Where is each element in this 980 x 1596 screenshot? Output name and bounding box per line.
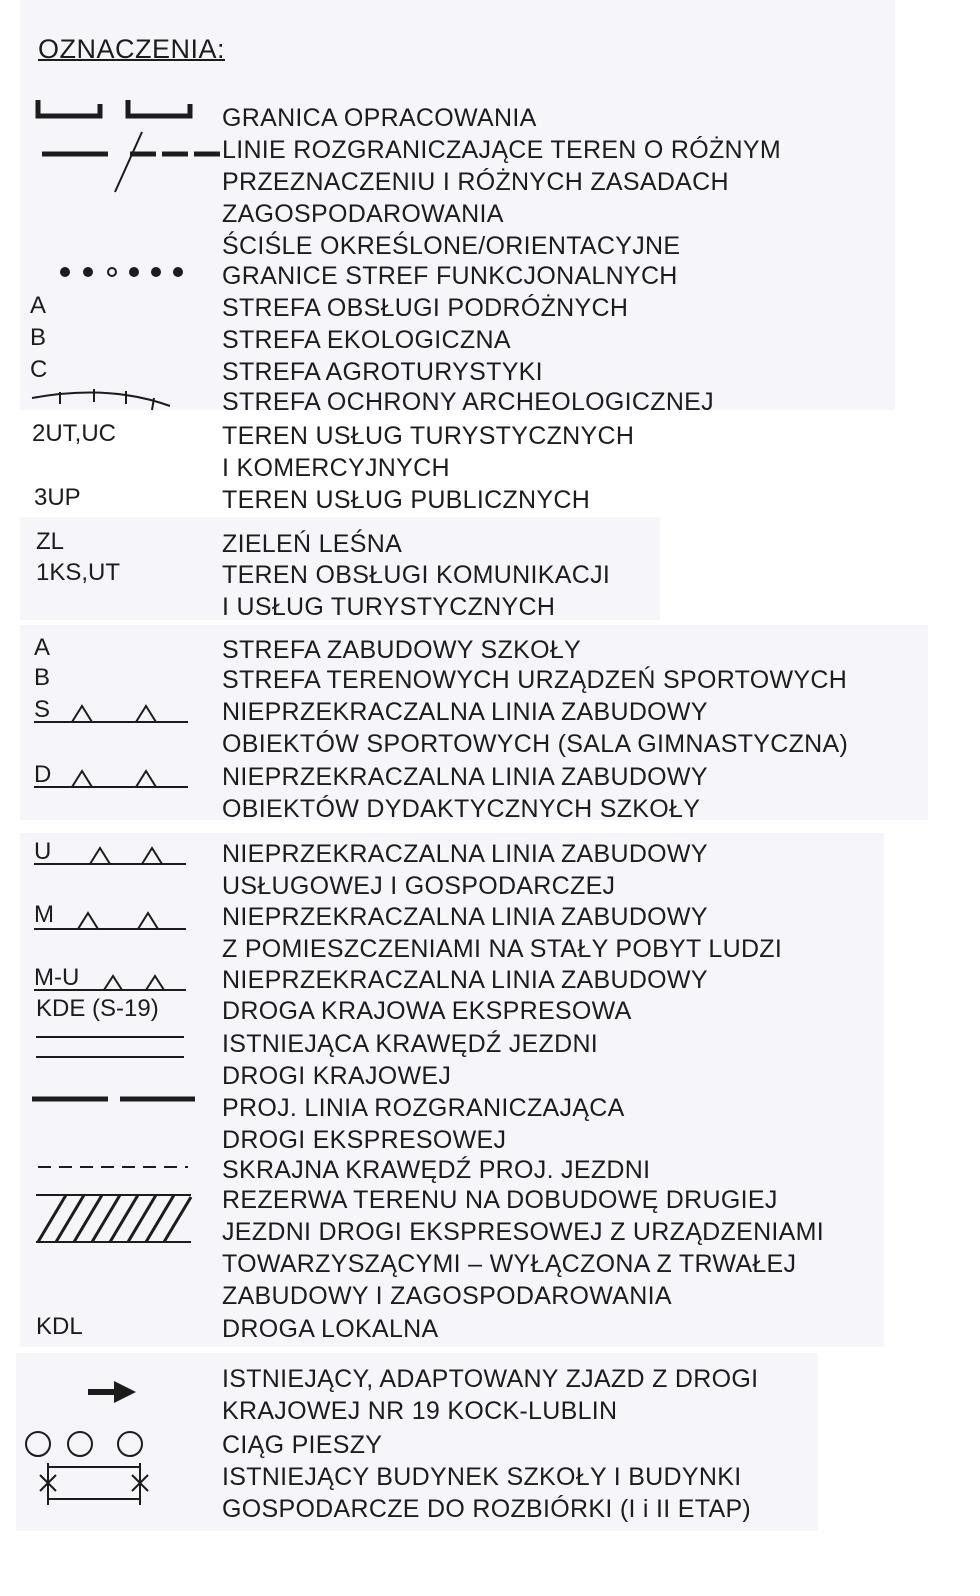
arrow-right-icon	[86, 1361, 146, 1401]
legend-code: C	[30, 356, 48, 383]
study-boundary-icon	[30, 100, 210, 132]
dividing-line-icon	[30, 132, 220, 202]
legend-text: GRANICA OPRACOWANIA	[222, 104, 537, 132]
legend-text: TEREN USŁUG PUBLICZNYCH	[222, 486, 591, 514]
legend-text: OBIEKTÓW SPORTOWYCH (SALA GIMNASTYCZNA)	[222, 730, 849, 758]
legend-text: ISTNIEJĄCY BUDYNEK SZKOŁY I BUDYNKI	[222, 1463, 742, 1491]
legend-text: ISTNIEJĄCY, ADAPTOWANY ZJAZD Z DROGI	[222, 1365, 759, 1393]
legend-text: DROGI EKSPRESOWEJ	[222, 1126, 507, 1154]
thick-dash-line-icon	[30, 1090, 200, 1122]
legend-text: ZABUDOWY I ZAGOSPODAROWANIA	[222, 1282, 672, 1310]
legend-text: I USŁUG TURYSTYCZNYCH	[222, 593, 556, 621]
legend-text: NIEPRZEKRACZALNA LINIA ZABUDOWY	[222, 763, 708, 791]
legend-text: GOSPODARCZE DO ROZBIÓRKI (I i II ETAP)	[222, 1495, 752, 1523]
legend-code: 3UP	[34, 484, 81, 511]
legend-code: M	[34, 901, 54, 928]
legend-text: NIEPRZEKRACZALNA LINIA ZABUDOWY	[222, 903, 708, 931]
legend-text: STREFA AGROTURYSTYKI	[222, 358, 543, 386]
archaeology-hatched-arc-icon	[30, 384, 210, 416]
legend-text: ŚCIŚLE OKREŚLONE/ORIENTACYJNE	[222, 232, 681, 260]
legend-text: JEZDNI DROGI EKSPRESOWEJ Z URZĄDZENIAMI	[222, 1218, 825, 1246]
legend-text: GRANICE STREF FUNKCJONALNYCH	[222, 262, 678, 290]
legend-text: Z POMIESZCZENIAMI NA STAŁY POBYT LUDZI	[222, 935, 783, 963]
legend-text: TEREN OBSŁUGI KOMUNIKACJI	[222, 561, 611, 589]
legend-code: U	[34, 838, 52, 865]
legend-text: USŁUGOWEJ I GOSPODARCZEJ	[222, 872, 616, 900]
legend-text: ZAGOSPODAROWANIA	[222, 200, 504, 228]
legend-text: CIĄG PIESZY	[222, 1431, 383, 1459]
legend-code: S	[34, 696, 51, 723]
hatched-area-icon	[36, 1182, 196, 1252]
legend-code: ZL	[36, 528, 65, 555]
legend-text: DROGA LOKALNA	[222, 1315, 439, 1343]
legend-code: A	[30, 292, 47, 319]
legend-code: D	[34, 761, 52, 788]
legend-text: NIEPRZEKRACZALNA LINIA ZABUDOWY	[222, 840, 708, 868]
legend-text: STREFA EKOLOGICZNA	[222, 326, 511, 354]
legend-code: 2UT,UC	[32, 420, 117, 447]
legend-text: PROJ. LINIA ROZGRANICZAJĄCA	[222, 1094, 625, 1122]
legend-code: B	[30, 324, 47, 351]
legend-text: LINIE ROZGRANICZAJĄCE TEREN O RÓŻNYM	[222, 136, 782, 164]
legend-text: STREFA TERENOWYCH URZĄDZEŃ SPORTOWYCH	[222, 666, 848, 694]
legend-text: STREFA OBSŁUGI PODRÓŻNYCH	[222, 294, 629, 322]
legend-code: M-U	[34, 964, 80, 991]
building-line-icon	[34, 694, 194, 728]
legend-text: KRAJOWEJ NR 19 KOCK-LUBLIN	[222, 1397, 618, 1425]
legend-code: 1KS,UT	[36, 559, 121, 586]
building-line-icon	[34, 962, 194, 996]
legend-text: STREFA OCHRONY ARCHEOLOGICZNEJ	[222, 388, 714, 416]
double-line-icon	[34, 1026, 194, 1066]
legend-text: ZIELEŃ LEŚNA	[222, 530, 403, 558]
legend-text: ISTNIEJĄCA KRAWĘDŹ JEZDNI	[222, 1030, 599, 1058]
legend-text: PRZEZNACZENIU I RÓŻNYCH ZASADACH	[222, 168, 729, 196]
building-line-icon	[34, 836, 194, 870]
legend-code: KDE (S-19)	[36, 995, 159, 1022]
dotted-boundary-icon	[30, 258, 210, 290]
building-line-icon	[34, 759, 194, 793]
legend-code: KDL	[36, 1313, 83, 1340]
legend-text: NIEPRZEKRACZALNA LINIA ZABUDOWY	[222, 966, 708, 994]
legend-text: SKRAJNA KRAWĘDŹ PROJ. JEZDNI	[222, 1156, 651, 1184]
legend-text: NIEPRZEKRACZALNA LINIA ZABUDOWY	[222, 698, 708, 726]
legend-text: DROGA KRAJOWA EKSPRESOWA	[222, 997, 632, 1025]
legend-text: STREFA ZABUDOWY SZKOŁY	[222, 636, 581, 664]
legend-text: I KOMERCYJNYCH	[222, 454, 450, 482]
dashed-line-icon	[38, 1152, 198, 1184]
building-line-icon	[34, 899, 194, 933]
three-circles-icon	[22, 1427, 152, 1463]
legend-text: DROGI KRAJOWEJ	[222, 1062, 452, 1090]
legend-text: TOWARZYSZĄCYMI – WYŁĄCZONA Z TRWAŁEJ	[222, 1250, 797, 1278]
crossed-building-icon	[38, 1459, 158, 1509]
legend-title: OZNACZENIA:	[38, 34, 226, 64]
legend-code: A	[34, 634, 51, 661]
legend-text: REZERWA TERENU NA DOBUDOWĘ DRUGIEJ	[222, 1186, 778, 1214]
legend-text: OBIEKTÓW DYDAKTYCZNYCH SZKOŁY	[222, 795, 701, 823]
legend-text: TEREN USŁUG TURYSTYCZNYCH	[222, 422, 635, 450]
legend-code: B	[34, 664, 51, 691]
